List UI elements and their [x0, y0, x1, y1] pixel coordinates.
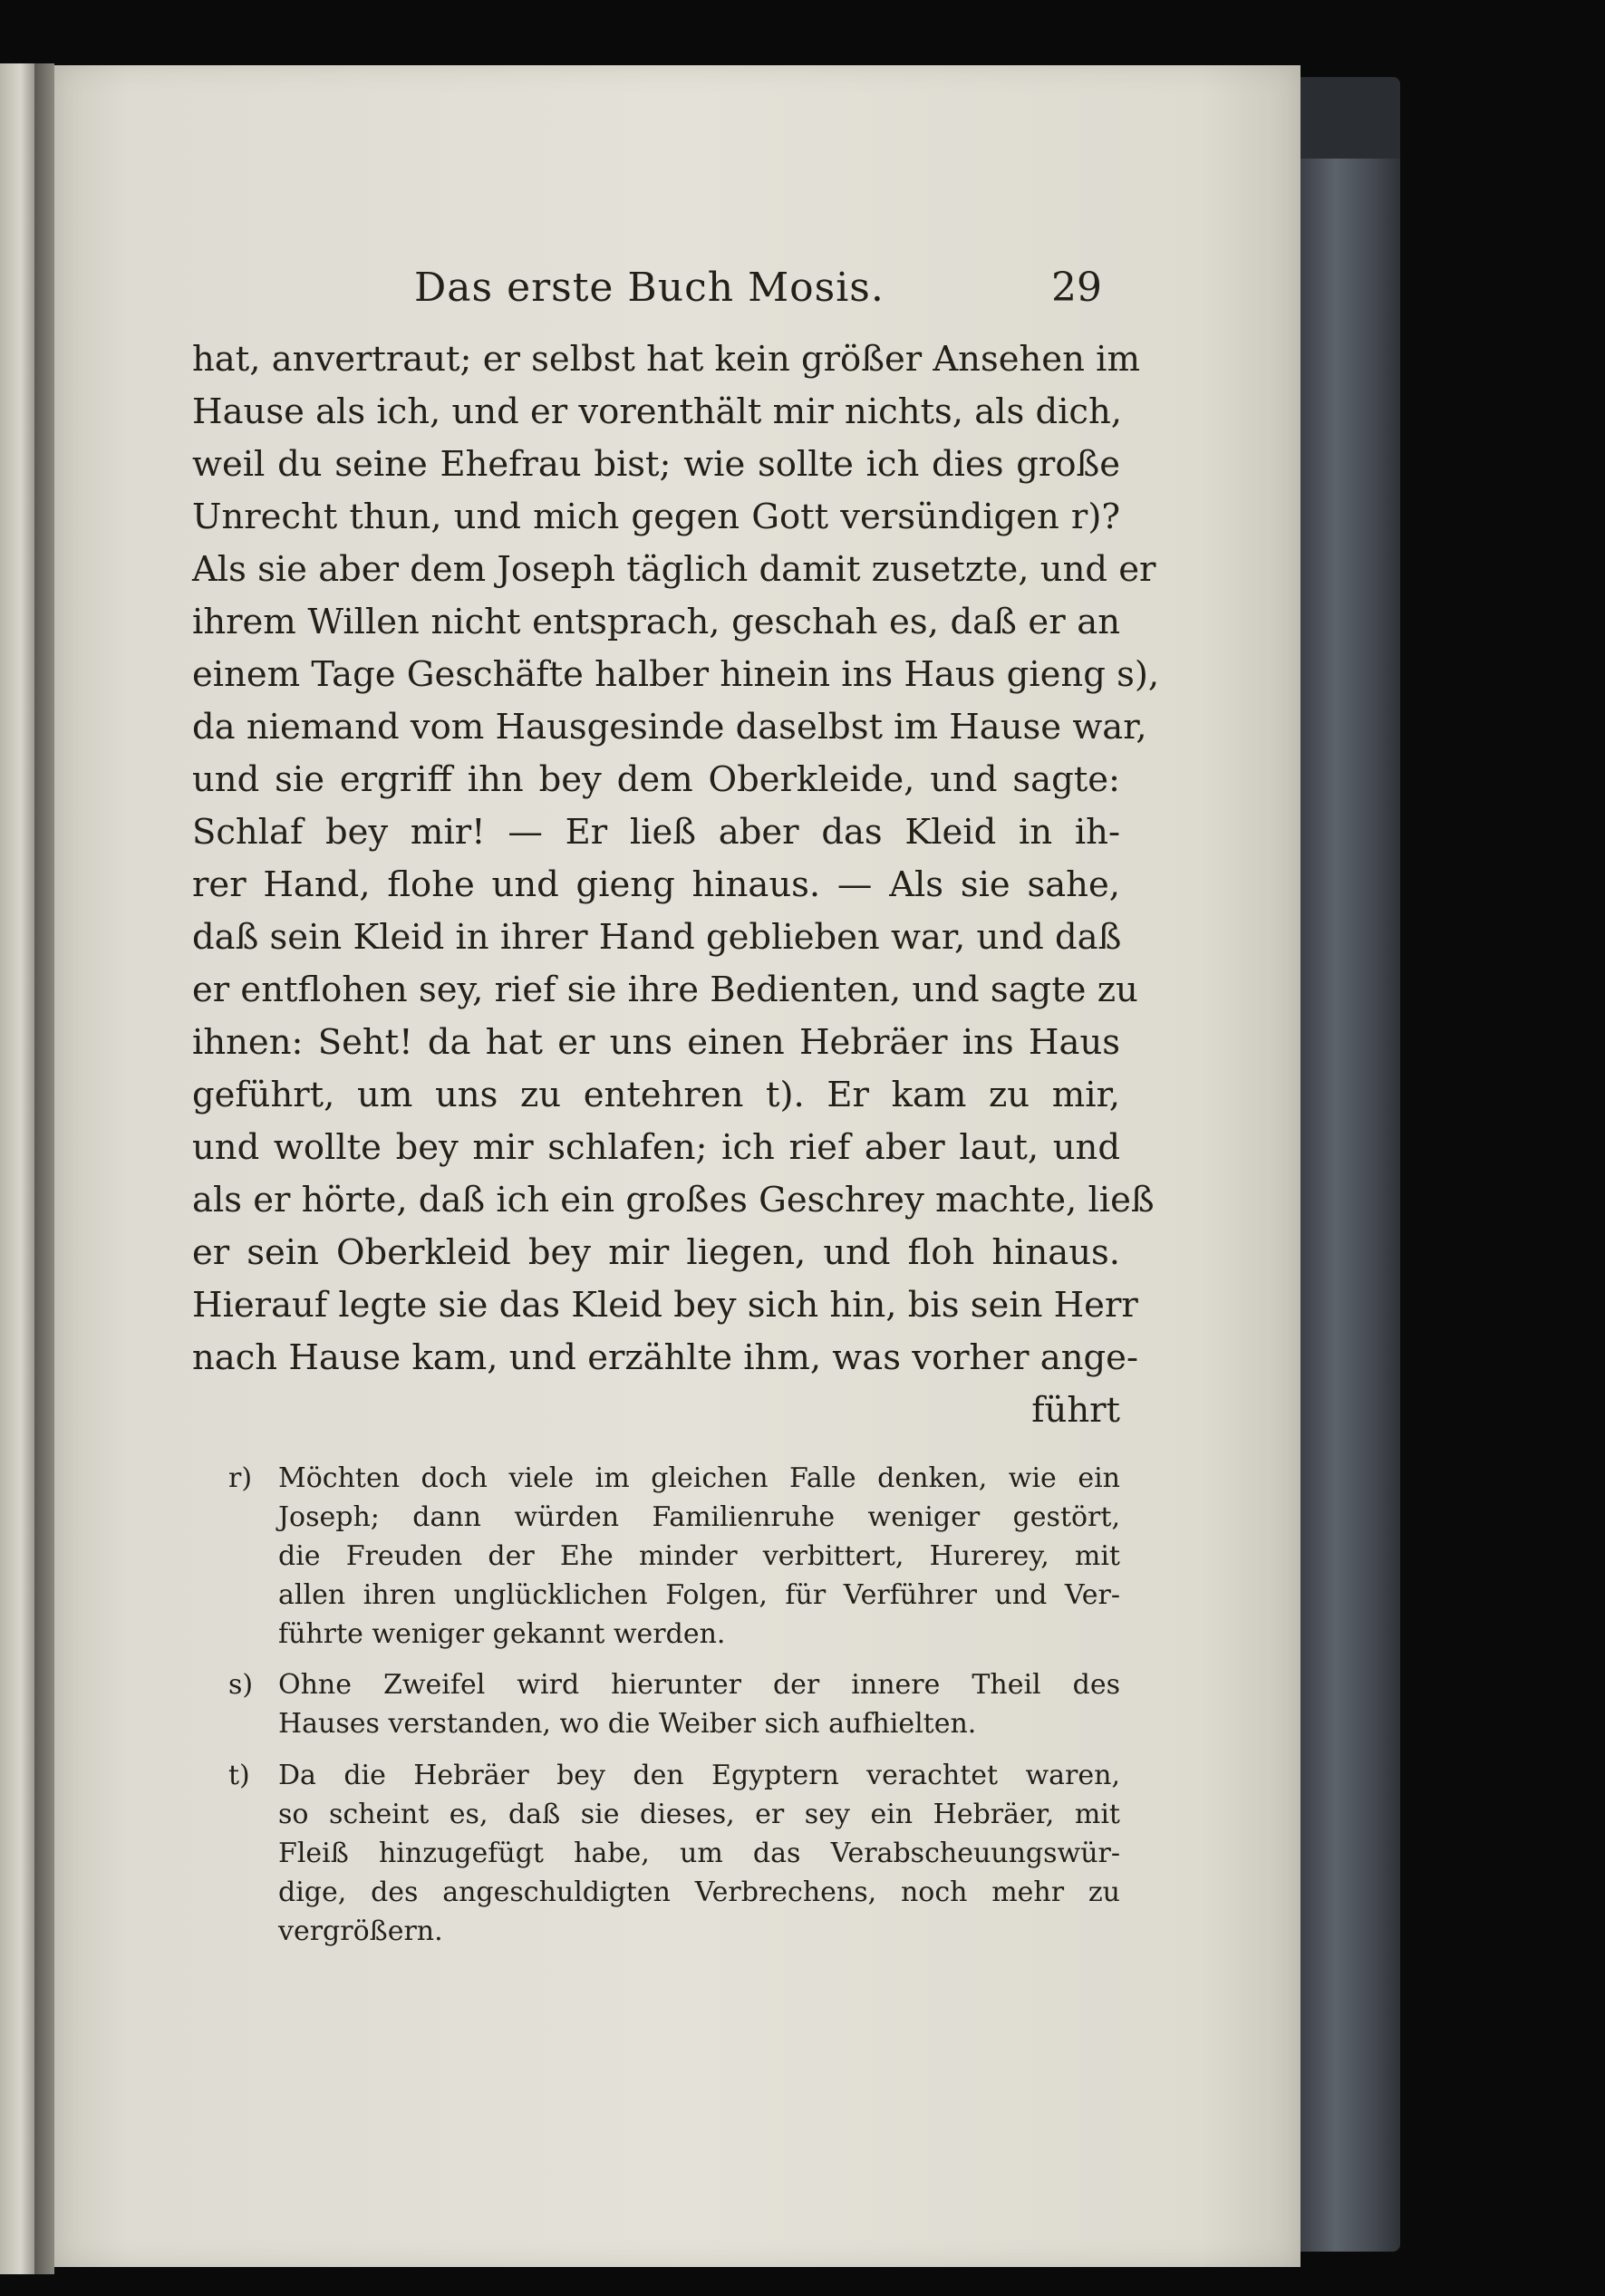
footnote-line — [192, 1539, 1120, 1575]
running-title: Das erste Buch Mosis. — [414, 265, 885, 311]
body-line: nach Hause kam, und erzählte ihm, was vorher ange- — [192, 1337, 1138, 1378]
footnote-line — [192, 1616, 1120, 1653]
footnote-line — [192, 1914, 1120, 1950]
footnote-line — [192, 1836, 1120, 1872]
footnote-mark: r) — [228, 1462, 253, 1494]
footnote-text: Möchten doch viele im gleichen Falle denken, wie ein — [278, 1462, 1120, 1494]
body-line: er entflohen sey, rief sie ihre Bedienten, und sagte zu — [192, 970, 1138, 1010]
body-line: Schlaf bey mir! — Er ließ aber das Kleid in ih- — [192, 812, 1120, 853]
footnote-text: so scheint es, daß sie dieses, er sey ein Hebräer, mit — [278, 1799, 1120, 1830]
footnote-text: führte weniger gekannt werden. — [278, 1618, 726, 1650]
book-page — [54, 65, 1300, 2267]
body-line: und sie ergriff ihn bey dem Oberkleide, und sagte: — [192, 759, 1120, 800]
body-line: rer Hand, flohe und gieng hinaus. — Als sie sahe, — [192, 864, 1120, 905]
footnote-line — [192, 1577, 1120, 1614]
body-line: daß sein Kleid in ihrer Hand geblieben war, und daß — [192, 917, 1122, 958]
footnote-text: Ohne Zweifel wird hierunter der innere Theil des — [278, 1669, 1120, 1701]
book-gutter — [34, 63, 54, 2274]
footnote-line — [192, 1667, 1120, 1703]
footnote-line — [192, 1797, 1120, 1833]
body-line: als er hörte, daß ich ein großes Geschrey machte, ließ — [192, 1180, 1155, 1220]
footnote-mark: s) — [228, 1669, 254, 1701]
body-line: und wollte bey mir schlafen; ich rief aber laut, und — [192, 1127, 1120, 1168]
body-line: Hierauf legte sie das Kleid bey sich hin, bis sein Herr — [192, 1285, 1138, 1326]
body-line: weil du seine Ehefrau bist; wie sollte ich dies große — [192, 444, 1120, 485]
footnote-line — [192, 1706, 1120, 1742]
book-cover-edge — [1300, 77, 1400, 2252]
body-line: da niemand vom Hausgesinde daselbst im Hause war, — [192, 707, 1147, 748]
facing-page-edge — [0, 63, 34, 2274]
footnote-line — [192, 1758, 1120, 1794]
footnote-text: dige, des angeschuldigten Verbrechens, noch mehr zu — [278, 1876, 1120, 1908]
footnote-text: allen ihren unglücklichen Folgen, für Verführer und Ver- — [278, 1579, 1120, 1611]
page-number: 29 — [1051, 265, 1102, 311]
body-line: Als sie aber dem Joseph täglich damit zusetzte, und er — [192, 549, 1156, 590]
footnote-text: Hauses verstanden, wo die Weiber sich aufhielten. — [278, 1708, 977, 1740]
footnote-line — [192, 1875, 1120, 1911]
body-line: Unrecht thun, und mich gegen Gott versündigen r)? — [192, 497, 1120, 537]
footnote-text: die Freuden der Ehe minder verbittert, Hurerey, mit — [278, 1540, 1120, 1572]
body-line: einem Tage Geschäfte halber hinein ins Haus gieng s), — [192, 654, 1160, 695]
footnote-line — [192, 1500, 1120, 1536]
body-line: ihnen: Seht! da hat er uns einen Hebräer ins Haus — [192, 1022, 1120, 1063]
footnote-text: vergrößern. — [278, 1915, 443, 1947]
body-line: hat, anvertraut; er selbst hat kein größer Ansehen im — [192, 339, 1140, 380]
body-line: geführt, um uns zu entehren t). Er kam zu mir, — [192, 1075, 1120, 1115]
footnote-mark: t) — [228, 1760, 250, 1791]
footnote-text: Da die Hebräer bey den Egyptern verachtet waren, — [278, 1760, 1120, 1791]
catchword: führt — [1031, 1390, 1120, 1431]
body-line: ihrem Willen nicht entsprach, geschah es, daß er an — [192, 602, 1120, 642]
footnote-text: Joseph; dann würden Familienruhe weniger gestört, — [278, 1501, 1120, 1533]
footnote-line — [192, 1461, 1120, 1497]
running-head — [192, 265, 1120, 319]
footnote-text: Fleiß hinzugefügt habe, um das Verabscheuungswür- — [278, 1838, 1120, 1869]
body-line: Hause als ich, und er vorenthält mir nichts, als dich, — [192, 391, 1123, 432]
body-line: er sein Oberkleid bey mir liegen, und floh hinaus. — [192, 1232, 1120, 1273]
